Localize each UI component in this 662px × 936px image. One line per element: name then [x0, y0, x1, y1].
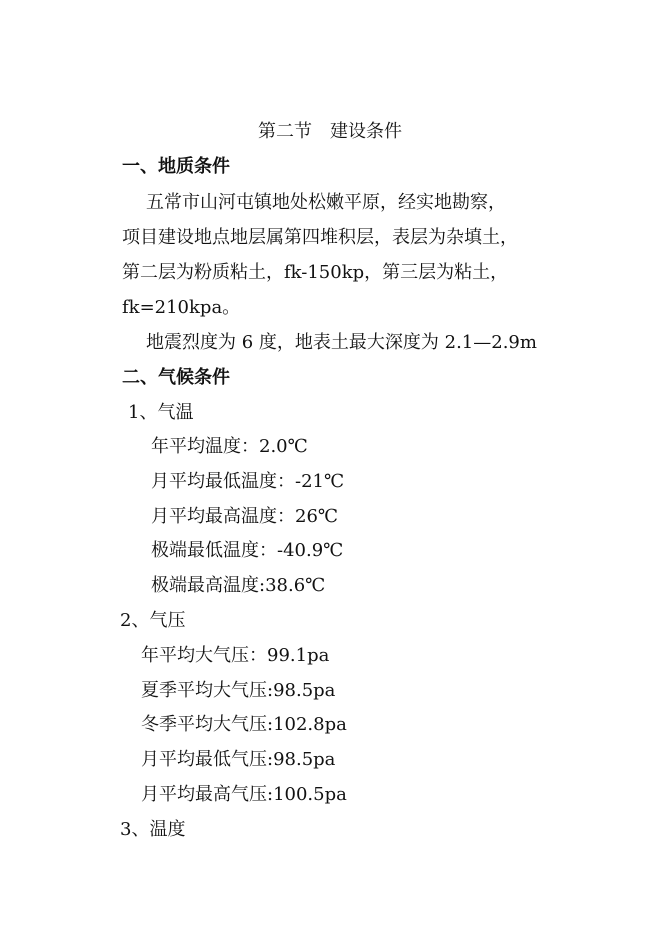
- geology-paragraph-line: fk=210kpa。: [122, 297, 241, 318]
- pressure-item: 夏季平均大气压:98.5pa: [141, 680, 336, 701]
- geology-paragraph-line: 第二层为粉质粘土，fk-150kp，第三层为粘土，: [122, 262, 509, 283]
- temperature-heading: 1、气温: [128, 402, 194, 423]
- section-title: 第二节 建设条件: [258, 121, 402, 142]
- pressure-item: 月平均最高气压:100.5pa: [141, 784, 347, 805]
- geology-paragraph-line: 五常市山河屯镇地处松嫩平原，经实地勘察，: [146, 192, 506, 213]
- pressure-item: 年平均大气压：99.1pa: [141, 645, 330, 666]
- climate-heading: 二、气候条件: [122, 367, 230, 388]
- pressure-item: 月平均最低气压:98.5pa: [141, 749, 336, 770]
- temperature-item: 年平均温度：2.0℃: [151, 436, 308, 457]
- humidity-heading: 3、温度: [120, 819, 186, 840]
- temperature-item: 月平均最高温度：26℃: [151, 506, 339, 527]
- geology-paragraph-line: 项目建设地点地层属第四堆积层，表层为杂填土，: [122, 227, 518, 248]
- geology-heading: 一、地质条件: [122, 156, 230, 177]
- temperature-item: 月平均最低温度：-21℃: [151, 471, 345, 492]
- pressure-heading: 2、气压: [120, 610, 186, 631]
- temperature-item: 极端最低温度：-40.9℃: [151, 540, 344, 561]
- temperature-item: 极端最高温度:38.6℃: [151, 575, 326, 596]
- pressure-item: 冬季平均大气压:102.8pa: [141, 714, 347, 735]
- seismic-paragraph: 地震烈度为 6 度，地表土最大深度为 2.1—2.9m: [146, 332, 537, 353]
